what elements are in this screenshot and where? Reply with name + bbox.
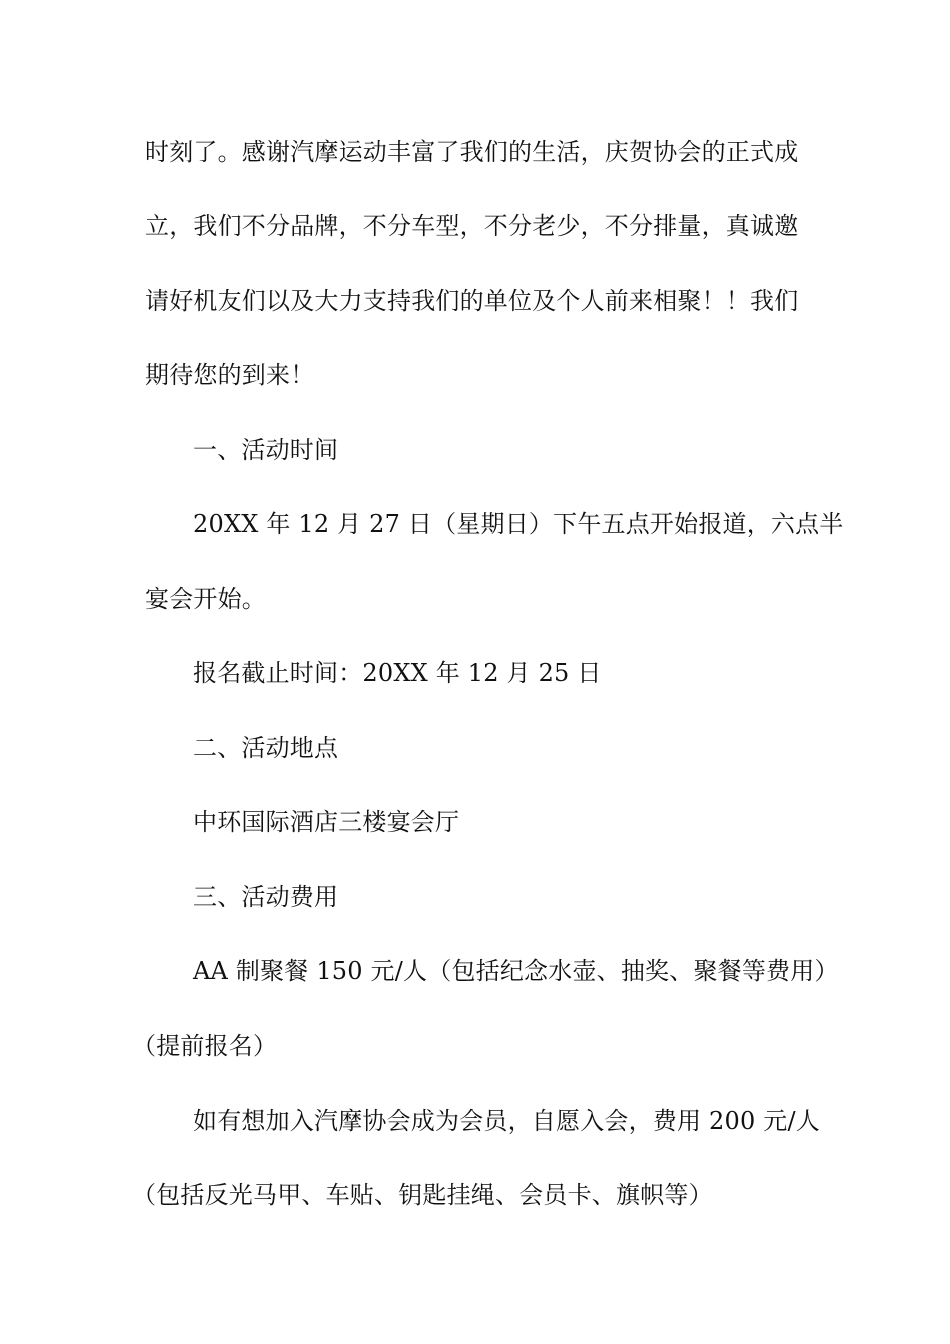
paragraph-line: 宴会开始。 (145, 585, 266, 613)
membership-fee-line: 如有想加入汽摩协会成为会员，自愿入会，费用 200 元/人 (193, 1107, 820, 1135)
fee-line: AA 制聚餐 150 元/人（包括纪念水壶、抽奖、聚餐等费用） (193, 957, 839, 985)
section-heading-time: 一、活动时间 (193, 436, 339, 464)
paragraph-line: 请好机友们以及大力支持我们的单位及个人前来相聚！！我们 (145, 287, 799, 315)
event-location: 中环国际酒店三楼宴会厅 (193, 808, 460, 836)
section-heading-location: 二、活动地点 (193, 734, 339, 762)
paragraph-line: 期待您的到来！ (145, 361, 315, 389)
registration-deadline: 报名截止时间：20XX 年 12 月 25 日 (193, 659, 602, 687)
paragraph-line: 立，我们不分品牌，不分车型，不分老少，不分排量，真诚邀 (145, 212, 799, 240)
fee-note: （提前报名） (132, 1032, 278, 1060)
membership-benefits: （包括反光马甲、车贴、钥匙挂绳、会员卡、旗帜等） (132, 1181, 713, 1209)
paragraph-line: 时刻了。感谢汽摩运动丰富了我们的生活，庆贺协会的正式成 (145, 138, 799, 166)
section-heading-fees: 三、活动费用 (193, 883, 339, 911)
paragraph-line: 20XX 年 12 月 27 日（星期日）下午五点开始报道，六点半 (193, 510, 844, 538)
